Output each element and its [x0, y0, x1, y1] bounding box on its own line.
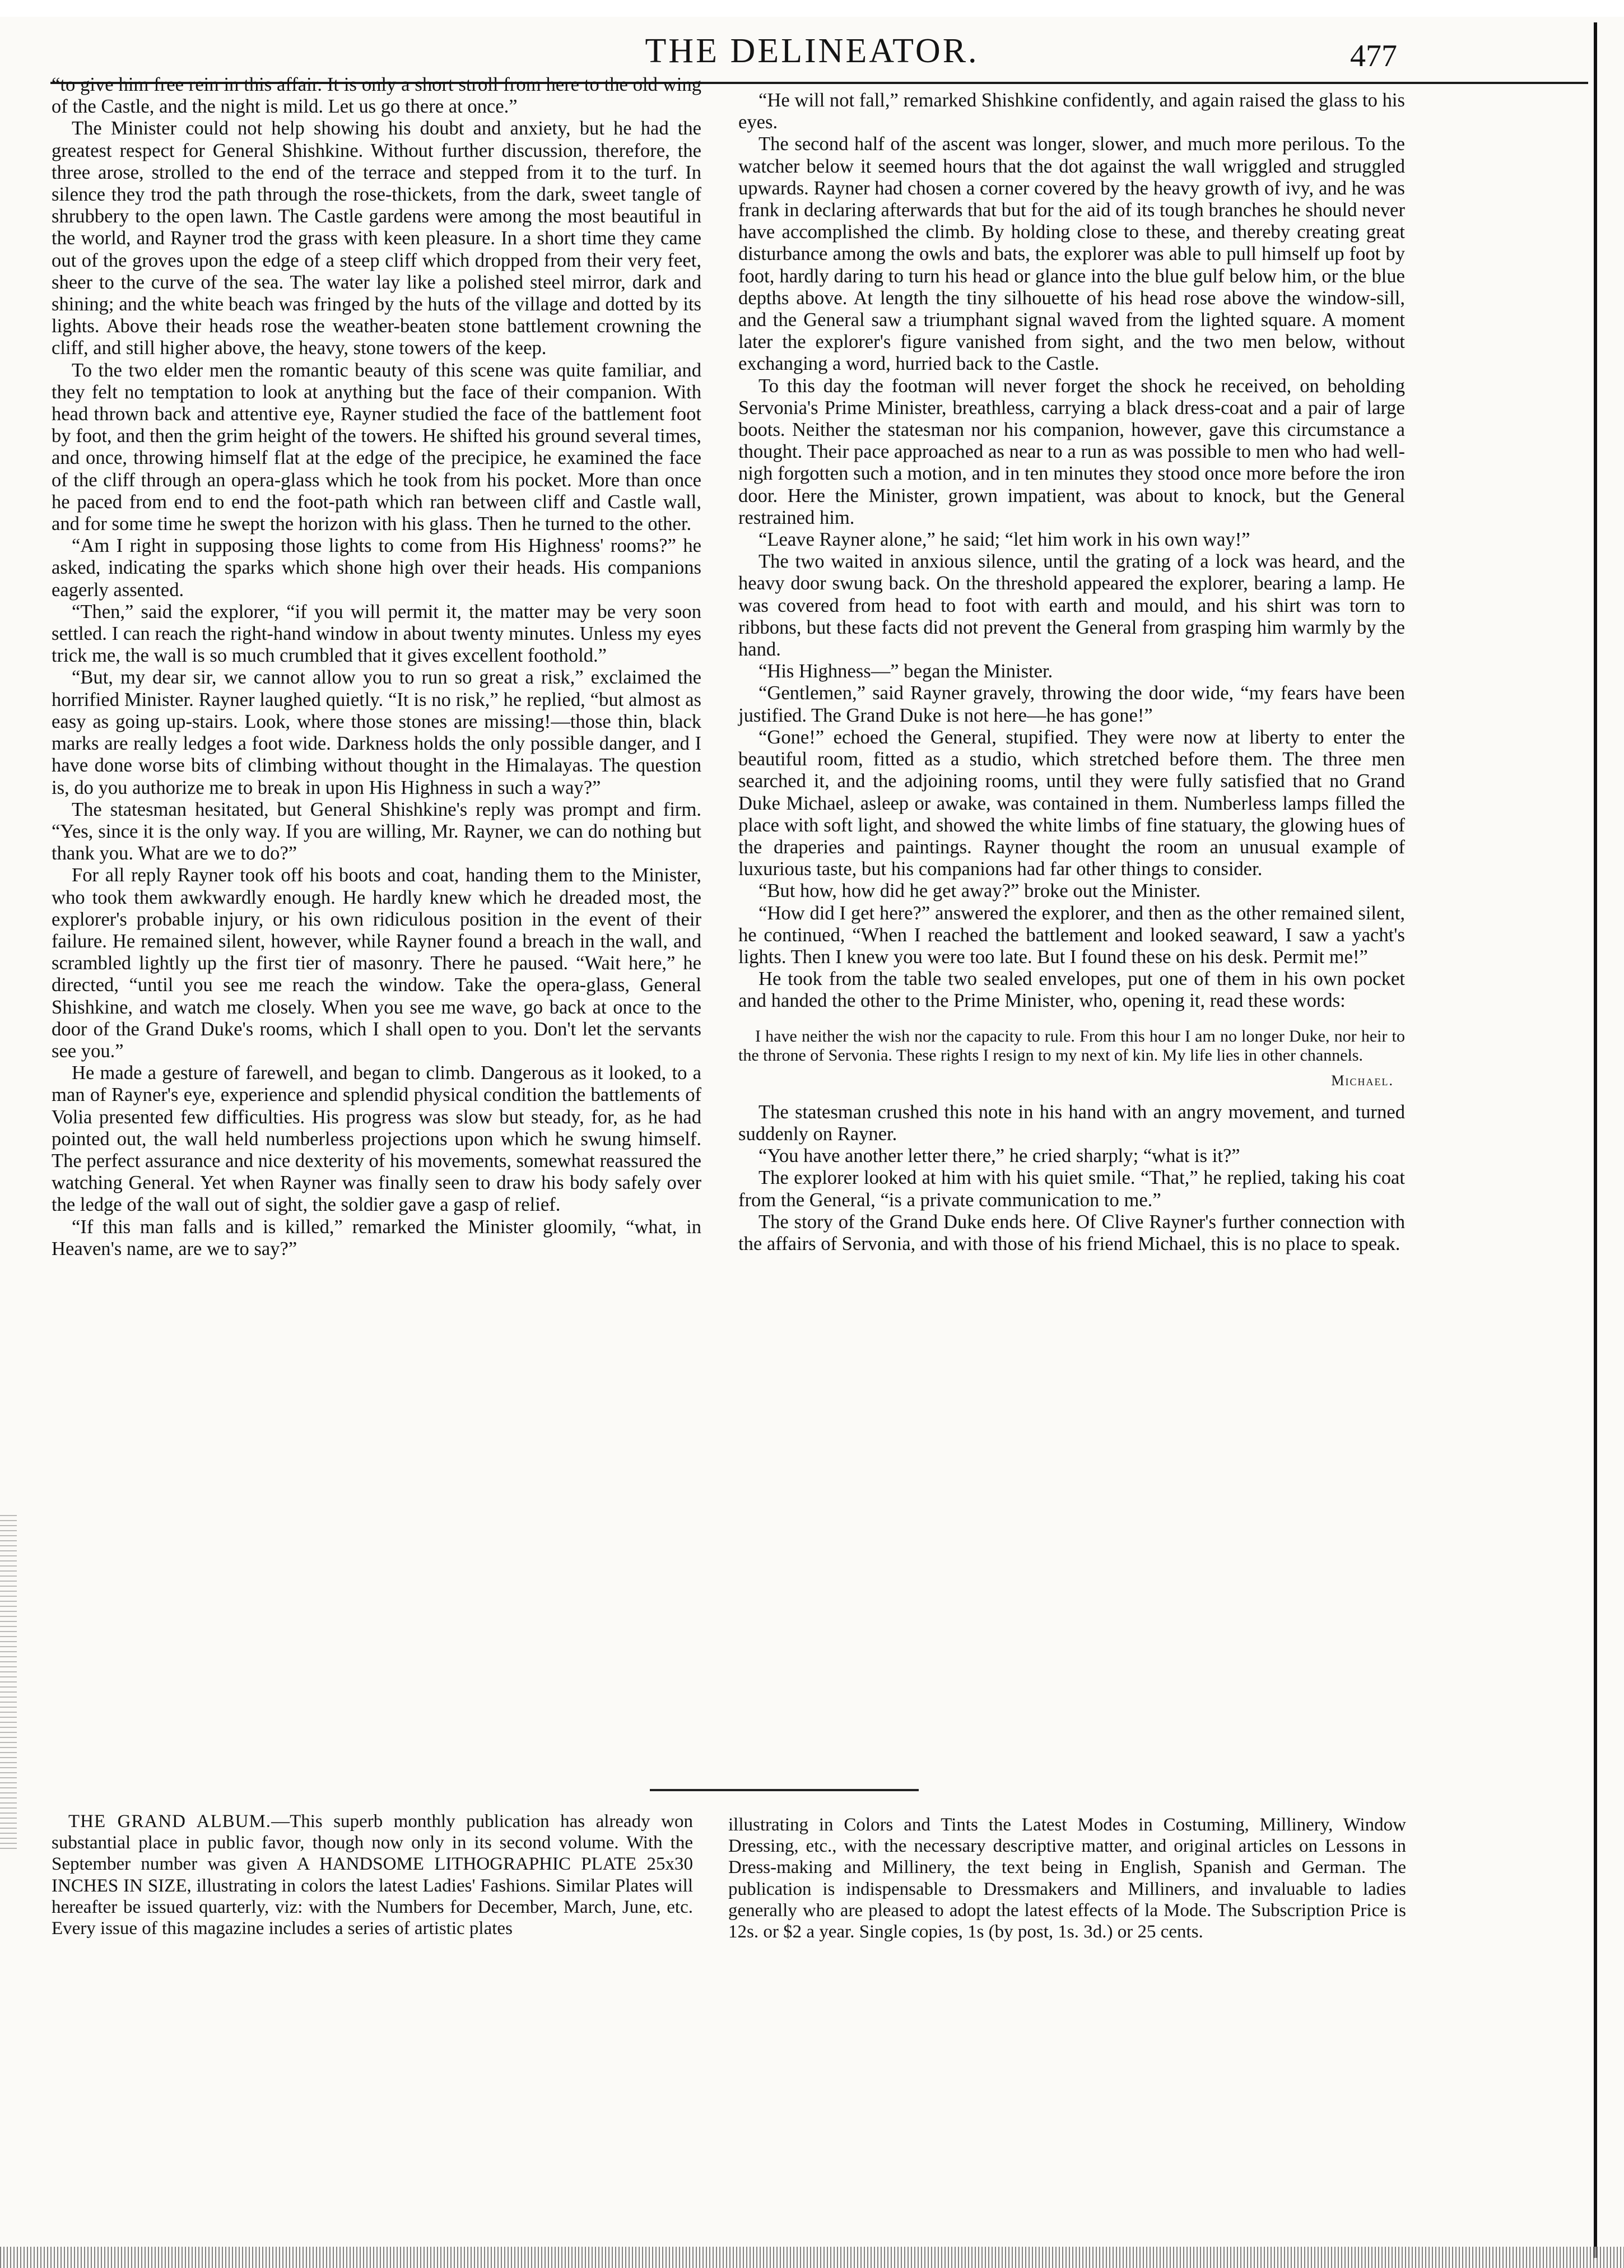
section-divider — [650, 1789, 919, 1791]
paragraph: “Am I right in supposing those lights to come from His Highness' rooms?” he asked, indicating the sparks which shone high over their heads. His companions eagerly assented. — [52, 535, 701, 601]
paragraph: “Then,” said the explorer, “if you will permit it, the matter may be very soon settled. I can reach the right-hand window in about twenty minutes. Unless my eyes trick me, the wall is so much crumbled that it gives excellent foothold.” — [52, 601, 701, 667]
paragraph: The statesman hesitated, but General Shishkine's reply was prompt and firm. “Yes, since it is the only way. If you are willing, Mr. Rayner, we can do nothing but thank you. What are we to do?” — [52, 798, 701, 865]
paragraph: The Minister could not help showing his doubt and anxiety, but he had the greatest respect for General Shishkine. Without further discussion, therefore, the three arose, strolled to the end of the terrace and stepped from it to the turf. In silence they trod the path through the rose-thickets, from the dark, sweet tangle of shrubbery to the open lawn. The Castle gardens were among the most beautiful in the world, and Rayner trod the grass with keen pleasure. In a short time they came out of the groves upon the edge of a steep cliff which dropped from their very feet, sheer to the curve of the sea. The water lay like a polished steel mirror, dark and shining; and the white beach was fringed by the huts of the village and dotted by its lights. Above their heads rose the weather-beaten stone battlement crowning the cliff, and still higher above, the heavy, stone towers of the keep. — [52, 118, 701, 359]
paragraph: “Leave Rayner alone,” he said; “let him work in his own way!” — [759, 529, 1250, 551]
publication-title: THE DELINEATOR. — [645, 32, 979, 70]
paragraph: To the two elder men the romantic beauty of this scene was quite familiar, and they felt no temptation to look at anything but the face of their companion. With head thrown back and attentive eye, Rayner studied the face of the battlement foot by foot, and then the grim height of the towers. He shifted his ground several times, and once, throwing himself flat at the edge of the precipice, he examined the face of the cliff through an opera-glass which he took from his pocket. More than once he paced from end to end the foot-path which ran between cliff and Castle wall, and for some time he swept the horizon with his glass. Then he turned to the other. — [52, 359, 701, 535]
paragraph: “Gone!” echoed the General, stupified. They were now at liberty to enter the beautiful room, fitted as a studio, which stretched before them. The three men searched it, and the adjoining rooms, until they were fully satisfied that no Grand Duke Michael, asleep or awake, was contained in them. Numberless lamps filled the place with soft light, and showed the white limbs of fine statuary, the glowing hues of the draperies and paintings. Rayner thought the room an unusual example of luxurious taste, but his companions had far other things to consider. — [738, 726, 1405, 880]
quoted-letter — [738, 1027, 1405, 1065]
story-column-left — [52, 74, 701, 1260]
scan-bottom-edge — [0, 2247, 1624, 2268]
paragraph: The explorer looked at him with his quiet smile. “That,” he replied, taking his coat from the General, “is a private communication to me.” — [738, 1167, 1405, 1211]
advert-text: illustrating in Colors and Tints the Latest Modes in Costuming, Millinery, Window Dressing, etc., with the necessary descriptive matter, and original articles on Lessons in Dress-making and Millinery, the text being in English, Spanish and German. The publication is indispensable to Dressmakers and Milliners, and invaluable to ladies generally who are pleased to adopt the latest effects of la Mode. The Subscription Price is 12s. or $2 a year. Single copies, 1s (by post, 1s. 3d.) or 25 cents. — [728, 1815, 1406, 1942]
letter-signature: Michael. — [1331, 1072, 1394, 1089]
paragraph: The statesman crushed this note in his hand with an angry movement, and turned suddenly on Rayner. — [738, 1101, 1405, 1145]
paragraph: “How did I get here?” answered the explorer, and then as the other remained silent, he continued, “When I reached the battlement and looked seaward, I saw a yacht's lights. Then I knew you were too late. But I found these on his desk. Permit me!” — [738, 902, 1405, 968]
paragraph: “to give him free rein in this affair. It is only a short stroll from here to the old wing of the Castle, and the night is mild. Let us go there at once.” — [52, 74, 701, 118]
paragraph: “His Highness—” began the Minister. — [759, 661, 1053, 682]
paragraph: “Gentlemen,” said Rayner gravely, throwing the door wide, “my fears have been justified. The Grand Duke is not here—he has gone!” — [738, 682, 1405, 726]
paragraph: For all reply Rayner took off his boots and coat, handing them to the Minister, who took them awkwardly enough. He hardly knew which he dreaded most, the explorer's probable injury, or his own ridiculous position in the event of their failure. He remained silent, however, while Rayner found a breach in the wall, and scrambled lightly up the first tier of masonry. There he paused. “Wait here,” he directed, “until you see me reach the window. Take the opera-glass, General Shishkine, and watch me closely. When you see me wave, go back at once to the door of the Grand Duke's rooms, which I shall open to you. Don't let the servants see you.” — [52, 865, 701, 1062]
page-number: 477 — [1350, 39, 1397, 73]
paragraph: “You have another letter there,” he cried sharply; “what is it?” — [759, 1145, 1240, 1167]
story-column-right — [738, 90, 1405, 1255]
page-right-border — [1594, 22, 1597, 2258]
advert-column-left — [52, 1811, 693, 1939]
paragraph: “But, my dear sir, we cannot allow you to run so great a risk,” exclaimed the horrified Minister. Rayner laughed quietly. “It is no risk,” he replied, “but almost as easy as going up-stairs. Look, where those stones are missing!—those thin, black marks are really ledges a foot wide. Darkness holds the only possible danger, and I have done worse bits of climbing without thought in the Himalayas. The question is, do you authorize me to break in upon His Highness in such a way?” — [52, 667, 701, 798]
paragraph: To this day the footman will never forget the shock he received, on beholding Servonia's Prime Minister, breathless, carrying a black dress-coat and a pair of large boots. Neither the statesman nor his companion, however, gave this circumstance a thought. Their pace approached as near to a run as was possible to men who had well-nigh forgotten such a motion, and in ten minutes they stood once more before the iron door. Here the Minister, grown impatient, was about to knock, but the General restrained him. — [738, 375, 1405, 528]
paragraph: The story of the Grand Duke ends here. Of Clive Rayner's further connection with the affairs of Servonia, and with those of his friend Michael, this is no place to speak. — [738, 1211, 1405, 1254]
paragraph: The two waited in anxious silence, until the grating of a lock was heard, and the heavy door swung back. On the threshold appeared the explorer, bearing a lamp. He was covered from head to foot with earth and mould, and his shirt was torn to ribbons, but these facts did not prevent the General from grasping him warmly by the hand. — [738, 551, 1405, 661]
letter-body: I have neither the wish nor the capacity to rule. From this hour I am no longer Duke, nor heir to the throne of Servonia. These rights I resign to my next of kin. My life lies in other channels. — [738, 1026, 1405, 1065]
advert-text: —This superb monthly publication has already won substantial place in public favor, though now only in its second volume. With the September number was given A HANDSOME LITHOGRAPHIC PLATE 25x30 INCHES IN SIZE, illustrating in colors the latest Ladies' Fashions. Similar Plates will hereafter be issued quarterly, viz: with the Numbers for December, March, June, etc. Every issue of this magazine includes a series of artistic plates — [52, 1811, 693, 1939]
paragraph: The second half of the ascent was longer, slower, and much more perilous. To the watcher below it seemed hours that the dot against the wall wriggled and struggled upwards. Rayner had chosen a corner covered by the heavy growth of ivy, and he was frank in declaring afterwards that but for the aid of its tough branches he should never have accomplished the climb. By holding close to these, and thereby creating great disturbance among the owls and bats, the explorer was able to pull himself up foot by foot, hardly daring to turn his head or glance into the blue gulf below him, or the blue depths above. At length the tiny silhouette of his head rose above the window-sill, and the General saw a triumphant signal waved from the lighted square. A moment later the explorer's figure vanished from sight, and the two men below, without exchanging a word, hurried back to the Castle. — [738, 133, 1405, 375]
paragraph: “He will not fall,” remarked Shishkine confidently, and again raised the glass to his eyes. — [738, 90, 1405, 133]
scan-edge-noise — [0, 1513, 17, 1849]
advert-column-right — [728, 1814, 1406, 1942]
paragraph: “If this man falls and is killed,” remarked the Minister gloomily, “what, in Heaven's name, are we to say?” — [52, 1216, 701, 1260]
advert-heading: THE GRAND ALBUM. — [68, 1811, 272, 1832]
paragraph: “But how, how did he get away?” broke out the Minister. — [759, 880, 1201, 902]
paragraph: He made a gesture of farewell, and began to climb. Dangerous as it looked, to a man of Rayner's eye, experience and splendid physical condition the battlements of Volia presented few difficulties. His progress was slow but steady, for, as he had pointed out, the wall held numberless projections upon which he swung himself. The perfect assurance and nice dexterity of his movements, somewhat reassured the watching General. Yet when Rayner was finally seen to draw his body safely over the ledge of the wall out of sight, the soldier gave a gasp of relief. — [52, 1062, 701, 1216]
paragraph: He took from the table two sealed envelopes, put one of them in his own pocket and handed the other to the Prime Minister, who, opening it, read these words: — [738, 968, 1405, 1012]
page-top-edge — [0, 0, 1624, 17]
